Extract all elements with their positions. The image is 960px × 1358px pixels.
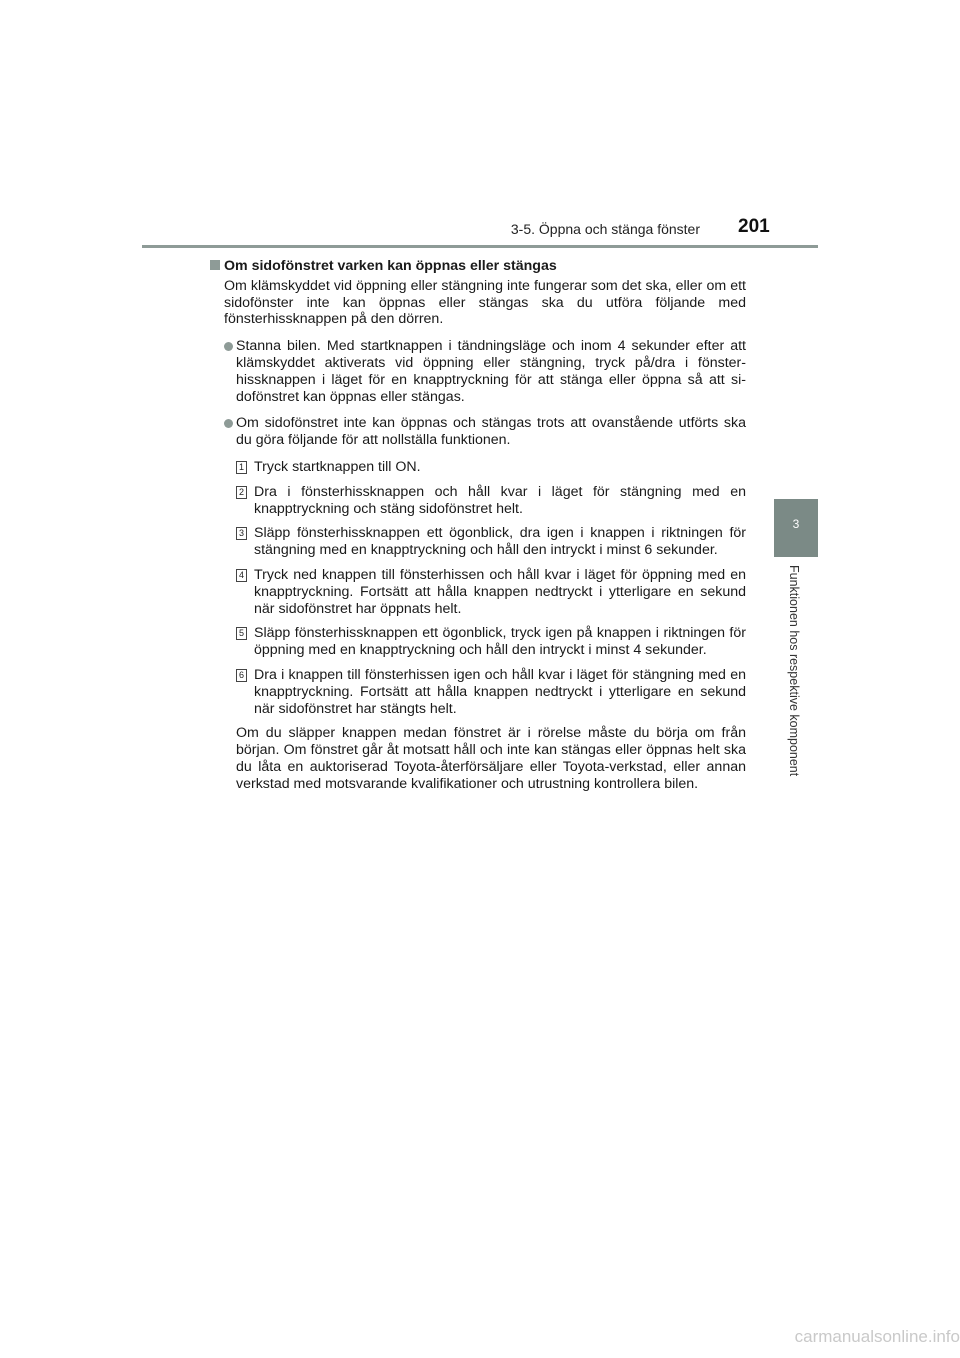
bullet-text: Stanna bilen. Med startknappen i tändningsläge och inom 4 sekunder efter att klämskyddet aktiverats vid öppning eller stängning, tryck på/dra i fönsterhissknappen i läget för en knapptryckning för att stänga eller öppna så att sidofönstret kan öppnas eller stängas. [236,338,746,405]
chapter-label [782,565,806,817]
header-section-title: 3-5. Öppna och stänga fönster [510,221,700,237]
step-number-box: 6 [236,669,247,682]
step-item [236,567,746,617]
step-text: Släpp fönsterhissknappen ett ögonblick, tryck igen på knappen i riktningen för öppning med en knapptryckning och håll den intryckt i minst 4 sekunder. [254,625,746,659]
step-number-box: 1 [236,461,247,474]
step-item [236,667,746,717]
bullet-item [224,338,746,405]
step-number-box: 5 [236,627,247,640]
intro-paragraph: Om klämskyddet vid öppning eller stängning inte fungerar som det ska, eller om ett sidofönster inte kan öppnas eller stängas ska du utföra följande med fönsterhissknappen på den dörren. [224,277,746,328]
step-text: Släpp fönsterhissknappen ett ögonblick, dra igen i knappen i riktningen för stängning med en knapptryckning och håll den intryckt i minst 6 sekunder. [254,525,746,559]
chapter-number: 3 [792,517,800,531]
step-item [236,484,746,518]
step-text: Dra i fönsterhissknappen och håll kvar i läget för stängning med en knapptryckning och stäng sidofönstret helt. [254,483,746,517]
step-item [236,625,746,659]
step-text: Tryck startknappen till ON. [254,458,421,475]
note-paragraph: Om du släpper knappen medan fönstret är i rörelse måste du börja om från början. Om fönstret går åt motsatt håll och inte kan stängas eller öppnas helt ska du låta en auktoriserad Toyota-återförsäljare eller Toyota-verkstad, eller annan verkstad med motsvarande kvalifikationer och utrustning kontrollera bilen. [236,725,746,792]
step-text: Tryck ned knappen till fönsterhissen och håll kvar i läget för öppning med en knapptryckning. Fortsätt att hålla knappen nedtryckt i ytterligare en sekund när sidofönstret har öppnats helt. [254,566,746,617]
header-rule [142,245,818,248]
square-bullet-icon [210,260,220,270]
step-item [236,459,746,476]
round-bullet-icon [224,342,233,351]
step-number-box: 3 [236,527,247,540]
step-number-box: 2 [236,486,247,499]
section-heading [210,258,746,275]
step-text: Dra i knappen till fönsterhissen igen och håll kvar i läget för stängning med en knapptryckning. Fortsätt att hålla knappen nedtryckt i ytterligare en sekund när sidofönstret har stängts helt. [254,666,746,717]
round-bullet-icon [224,419,233,428]
page-number: 201 [738,216,770,237]
bullet-text: Om sidofönstret inte kan öppnas och stängas trots att ovanstående utförts ska du göra följande för att nollställa funktionen. [236,415,746,449]
watermark: carmanualsonline.info [794,1327,960,1346]
chapter-label-text: Funktionen hos respektive komponent [787,565,801,777]
section-heading-text: Om sidofönstret varken kan öppnas eller stängas [224,258,557,274]
step-number-box: 4 [236,569,247,582]
bullet-item [224,415,746,449]
content-body [206,258,746,793]
chapter-tab [774,499,818,557]
step-item [236,525,746,559]
